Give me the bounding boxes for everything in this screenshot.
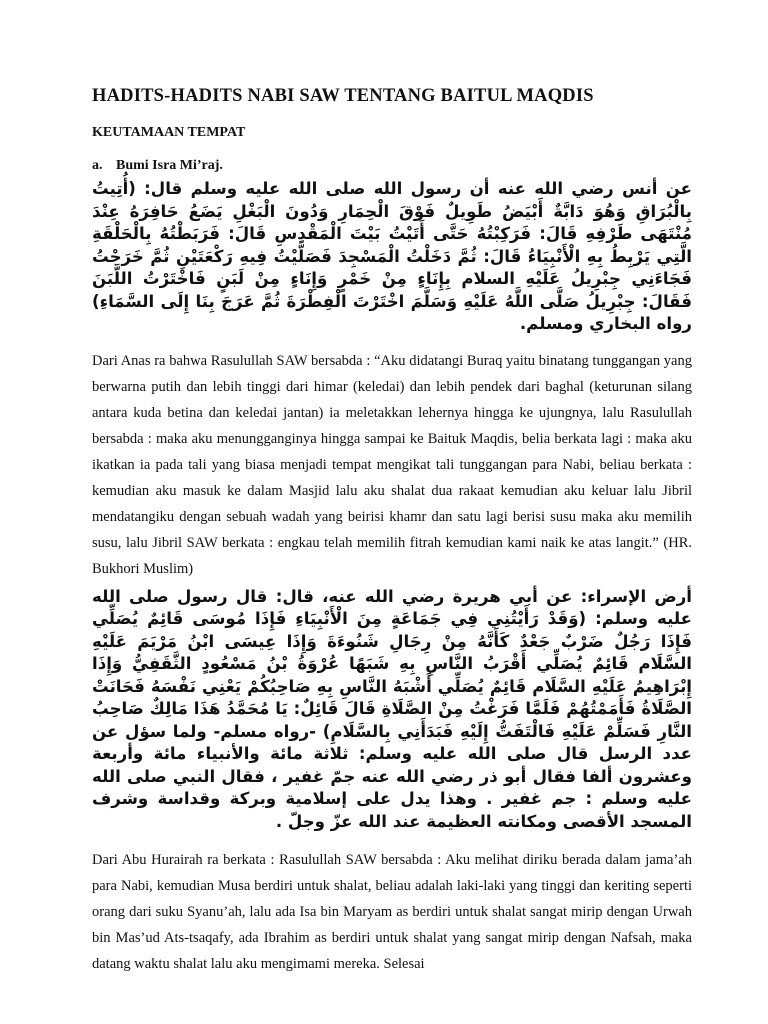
list-item-number: a. bbox=[92, 158, 103, 173]
section-heading: KEUTAMAAN TEMPAT bbox=[92, 125, 246, 140]
hadith-2-arabic: أرض الإسراء: عن أبي هريرة رضي الله عنه، قال: قال رسول صلى الله عليه وسلم: (وَقَدْ رَأَيْتُنِي فِي جَمَاعَةٍ مِنَ الْأَنْبِيَاءِ فَإِذَا مُوسَى قَائِمٌ يُصَلِّي فَإِذَا رَجُلٌ ضَرْبٌ جَعْدٌ كَأَنَّهُ مِنْ رِجَالِ شَنُوءَةَ وَإِذَا عِيسَى ابْنُ مَرْيَمَ عَلَيْهِ السَّلَام قَائِمٌ يُصَلِّي أَقْرَبُ النَّاسِ بِهِ شَبَهًا عُرْوَةُ بْنُ مَسْعُودٍ الثَّقَفِيُّ وَإِذَا إِبْرَاهِيمُ عَلَيْهِ السَّلَام قَائِمٌ يُصَلِّي أَشْبَهُ النَّاسِ بِهِ صَاحِبُكُمْ يَعْنِي نَفْسَهُ فَحَانَتْ الصَّلَاةُ فَأَمَمْتُهُمْ فَلَمَّا فَرَغْتُ مِنْ الصَّلَاةِ قَالَ قَائِلٌ: يَا مُحَمَّدُ هَذَا مَالِكٌ صَاحِبُ النَّارِ فَسَلِّمْ عَلَيْهِ فَالْتَفَتُّ إِلَيْهِ فَبَدَأَنِي بِالسَّلَامِ) -رواه مسلم- ولما سؤل عن عدد الرسل قال صلى الله عليه وسلم: ثلاثة مائة والأنبياء مائة وأربعة وعشرون ألفا فقال أبو ذر رضي الله عنه جمّ غفير ، فقال النبي صلى الله عليه وسلم : جم غفير . وهذا يدل على إسلامية وبركة وقداسة وشرف المسجد الأقصى ومكانته العظيمة عند الله عزّ وجلّ . bbox=[92, 586, 692, 831]
hadith-2-translation: Dari Abu Hurairah ra berkata : Rasulullah SAW bersabda : Aku melihat diriku berada dalam jama’ah para Nabi, kemudian Musa berdiri untuk shalat, beliau adalah laki-laki yang tinggi dan keriting seperti orang dari suku Syanu’ah, lalu ada Isa bin Maryam as berdiri untuk shalat sangat mirip dengan Urwah bin Mas’ud Ats-tsaqafy, ada Ibrahim as berdiri untuk shalat yang sangat mirip dengan Nafsah, maka datang waktu shalat lalu aku mengimami mereka. Selesai bbox=[92, 852, 692, 972]
hadith-1-arabic: عن أنس رضي الله عنه أن رسول الله صلى الله عليه وسلم قال: (أُتِيتُ بِالْبُرَاقِ وَهُوَ دَابَّةٌ أَبْيَضُ طَوِيلٌ فَوْقَ الْحِمَارِ وَدُونَ الْبَغْلِ يَضَعُ حَافِرَهُ عِنْدَ مُنْتَهَى طَرْفِهِ قَالَ: فَرَكِبْتُهُ حَتَّى أَتَيْتُ بَيْتَ الْمَقْدِسِ قَالَ: فَرَبَطْتُهُ بِالْحَلْقَةِ الَّتِي يَرْبِطُ بِهِ الْأَنْبِيَاءُ قَالَ: ثُمَّ دَخَلْتُ الْمَسْجِدَ فَصَلَّيْتُ فِيهِ رَكْعَتَيْنِ ثُمَّ خَرَجْتُ فَجَاءَنِي جِبْرِيلُ عَلَيْهِ السلام بِإِنَاءٍ مِنْ خَمْرٍ وَإِنَاءٍ مِنْ لَبَنٍ فَاخْتَرْتُ اللَّبَنَ فَقَالَ: جِبْرِيلُ صَلَّى اللَّهُ عَلَيْهِ وَسَلَّمَ اخْتَرْتَ الْفِطْرَةَ ثُمَّ عَرَجَ بِنَا إِلَى السَّمَاءِ) رواه البخاري ومسلم. bbox=[92, 179, 692, 333]
hadith-1-translation: Dari Anas ra bahwa Rasulullah SAW bersabda : “Aku didatangi Buraq yaitu binatang tunggangan yang berwarna putih dan lebih tinggi dari himar (keledai) dan lebih pendek dari baghal (keturunan silang antara kuda betina dan keledai jantan) ia meletakkan lehernya hingga ke ujungnya, lalu Rasulullah bersabda : maka aku menungganginya hingga sampai ke Baituk Maqdis, belia berkata lagi : maka aku ikatkan ia pada tali yang biasa menjadi tempat mengikat tali tunggangan para Nabi, beliau berkata : kemudian aku masuk ke dalam Masjid lalu aku shalat dua rakaat kemudian aku keluar lalu Jibril mendatangiku dengan sebuah wadah yang beirisi khamr dan satu lagi berisi susu maka aku memilih susu, lalu Jibril SAW berkata : engkau telah memilih fitrah kemudian kami naik ke atas langit.” (HR. Bukhori Muslim) bbox=[92, 352, 692, 577]
list-item-label: Bumi Isra Mi’raj. bbox=[116, 158, 223, 173]
document-title: HADITS-HADITS NABI SAW TENTANG BAITUL MAQDIS bbox=[92, 86, 594, 106]
document-page bbox=[92, 86, 692, 977]
list-item-heading bbox=[92, 158, 692, 178]
